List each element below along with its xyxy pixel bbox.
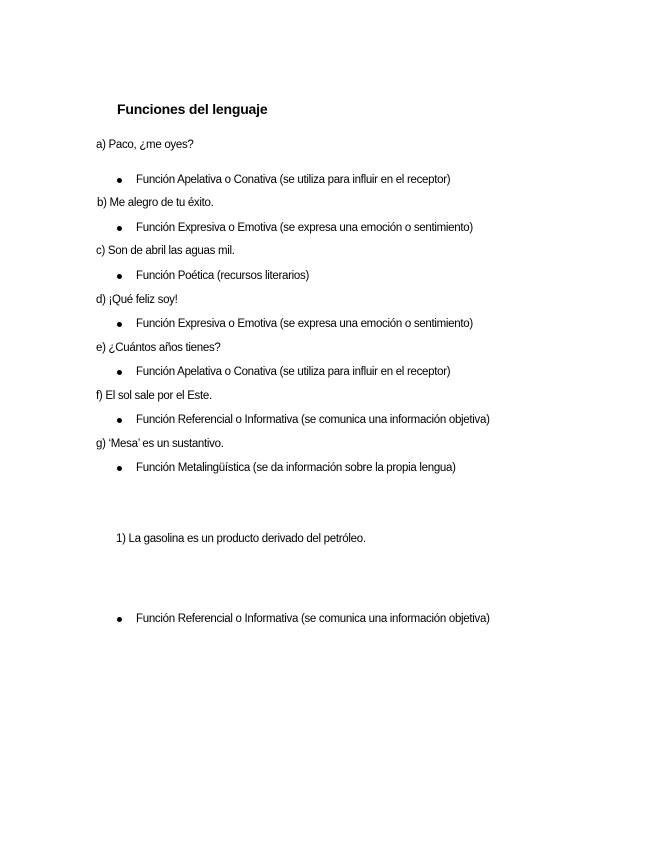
bullet-icon [117,322,122,327]
numbered-answer [116,613,490,625]
question-e: e) ¿Cuántos años tienes? [96,342,221,354]
answer-a [116,174,450,186]
answer-d [116,318,473,330]
question-g: g) ‘Mesa’ es un sustantivo. [96,438,224,450]
answer-b [116,222,473,234]
answer-g [116,462,456,474]
numbered-item: 1) La gasolina es un producto derivado del petróleo. [116,533,366,545]
answer-c [116,270,309,282]
answer-c-text: Función Poética (recursos literarios) [136,270,309,282]
page-title: Funciones del lenguaje [117,101,268,117]
answer-f-text: Función Referencial o Informativa (se comunica una información objetiva) [136,414,490,426]
question-f: f) El sol sale por el Este. [96,390,212,402]
bullet-icon [117,178,122,183]
question-b: b) Me alegro de tu éxito. [97,197,214,209]
answer-b-text: Función Expresiva o Emotiva (se expresa una emoción o sentimiento) [136,222,473,234]
answer-e [116,366,450,378]
numbered-answer-text: Función Referencial o Informativa (se comunica una información objetiva) [136,613,490,625]
bullet-icon [117,418,122,423]
answer-f [116,414,490,426]
answer-e-text: Función Apelativa o Conativa (se utiliza para influir en el receptor) [136,366,451,378]
bullet-icon [117,226,122,231]
question-d: d) ¡Qué feliz soy! [96,294,178,306]
answer-d-text: Función Expresiva o Emotiva (se expresa una emoción o sentimiento) [136,318,473,330]
bullet-icon [117,466,122,471]
bullet-icon [117,274,122,279]
question-c: c) Son de abril las aguas mil. [96,245,235,257]
bullet-icon [117,370,122,375]
bullet-icon [117,617,122,622]
answer-g-text: Función Metalingüística (se da información sobre la propia lengua) [136,462,456,474]
answer-a-text: Función Apelativa o Conativa (se utiliza para influir en el receptor) [136,174,451,186]
question-a: a) Paco, ¿me oyes? [96,139,194,151]
